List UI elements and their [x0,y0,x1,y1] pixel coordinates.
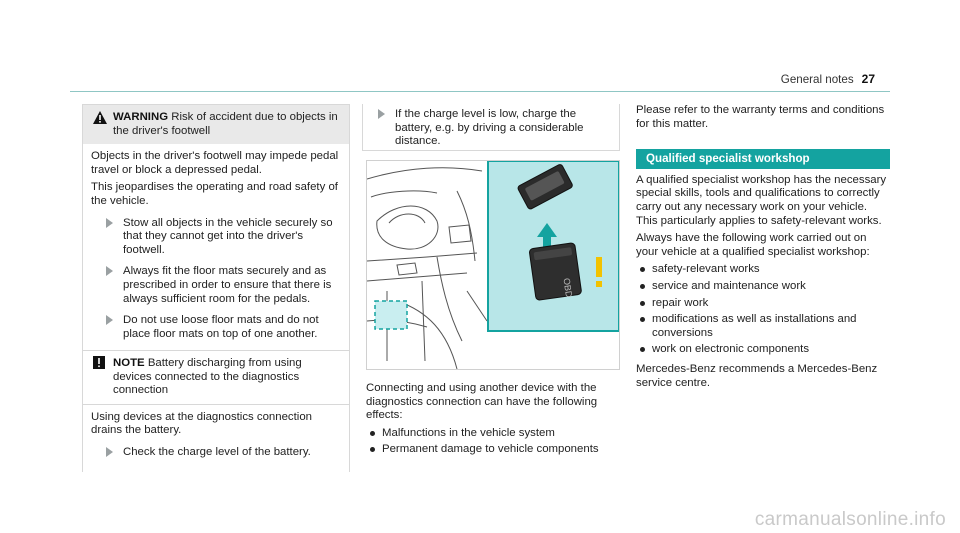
instruction-step: Check the charge level of the battery. [91,446,341,460]
bullet-icon [640,317,645,322]
header-title: General notes [780,73,854,86]
note-text: Using devices at the diagnostics connection drains the battery. [91,410,312,437]
list-item: Malfunctions in the vehicle system [366,427,618,441]
list-item: repair work [636,297,890,311]
right-column [636,104,890,394]
bullet-icon [640,284,645,289]
figure-caption [366,382,618,460]
note-body [83,404,349,472]
dashboard-illustration [367,161,619,369]
section-title: Qualified specialist workshop [636,149,890,169]
instruction-step: If the charge level is low, charge the battery, e.g. by driving a considerable distance. [363,108,613,149]
warning-text-1: Objects in the driver's footwell may impede pedal travel or block a depressed pedal. [91,150,339,176]
page-header [760,73,875,87]
arrow-icon [106,315,113,325]
header-rule [70,91,890,92]
warning-triangle-icon [93,111,107,127]
arrow-icon [106,218,113,228]
list-item: work on electronic components [636,343,890,357]
instruction-step: Do not use loose floor mats and do not place floor mats on top of one another. [91,314,341,341]
note-label: NOTE [113,357,145,369]
bullet-icon [370,431,375,436]
arrow-icon [378,109,385,119]
workshop-intro: Always have the following work carried out on your vehicle at a qualified specialist workshop: [636,232,870,258]
note-continuation [362,104,620,151]
caption-text: Connecting and using another device with the diagnostics connection can have the following effects: [366,382,598,422]
recommendation-text: Mercedes-Benz recommends a Mercedes-Benz service centre. [636,362,878,389]
warning-body [83,144,349,353]
bullet-icon [640,267,645,272]
note-box [82,350,350,472]
arrow-icon [106,447,113,457]
workshop-text: A qualified specialist workshop has the necessary special skills, tools and qualifications to correctly carry out any necessary work on your vehicle. This particularly applies to safety-relevant works. [636,173,887,227]
obd-label: OBD [561,277,575,299]
instruction-step: Stow all objects in the vehicle securely so that they cannot get into the driver's footwell. [91,217,341,258]
list-item: Permanent damage to vehicle components [366,443,618,457]
list-item: safety-relevant works [636,263,890,277]
warning-text-2: This jeopardises the operating and road safety of the vehicle. [91,181,338,207]
bullet-icon [370,447,375,452]
arrow-icon [106,266,113,276]
note-title: Battery discharging from using devices connected to the diagnostics connection [113,357,302,397]
warranty-text: Please refer to the warranty terms and conditions for this matter. [636,104,885,130]
warning-box [82,104,350,354]
diagnostics-figure [366,160,620,370]
warning-title: Risk of accident due to objects in the driver's footwell [113,111,338,137]
watermark: carmanualsonline.info [754,509,946,531]
instruction-step: Always fit the floor mats securely and as prescribed in order to ensure that there is always sufficient room for the pedals. [91,265,341,306]
note-header [83,351,349,404]
page-number: 27 [861,72,875,86]
bullet-icon [640,301,645,306]
list-item: service and maintenance work [636,280,890,294]
list-item: modifications as well as installations and conversions [636,313,890,340]
warning-header [83,105,349,144]
warning-label: WARNING [113,111,169,123]
note-icon [93,356,105,372]
bullet-icon [640,347,645,352]
